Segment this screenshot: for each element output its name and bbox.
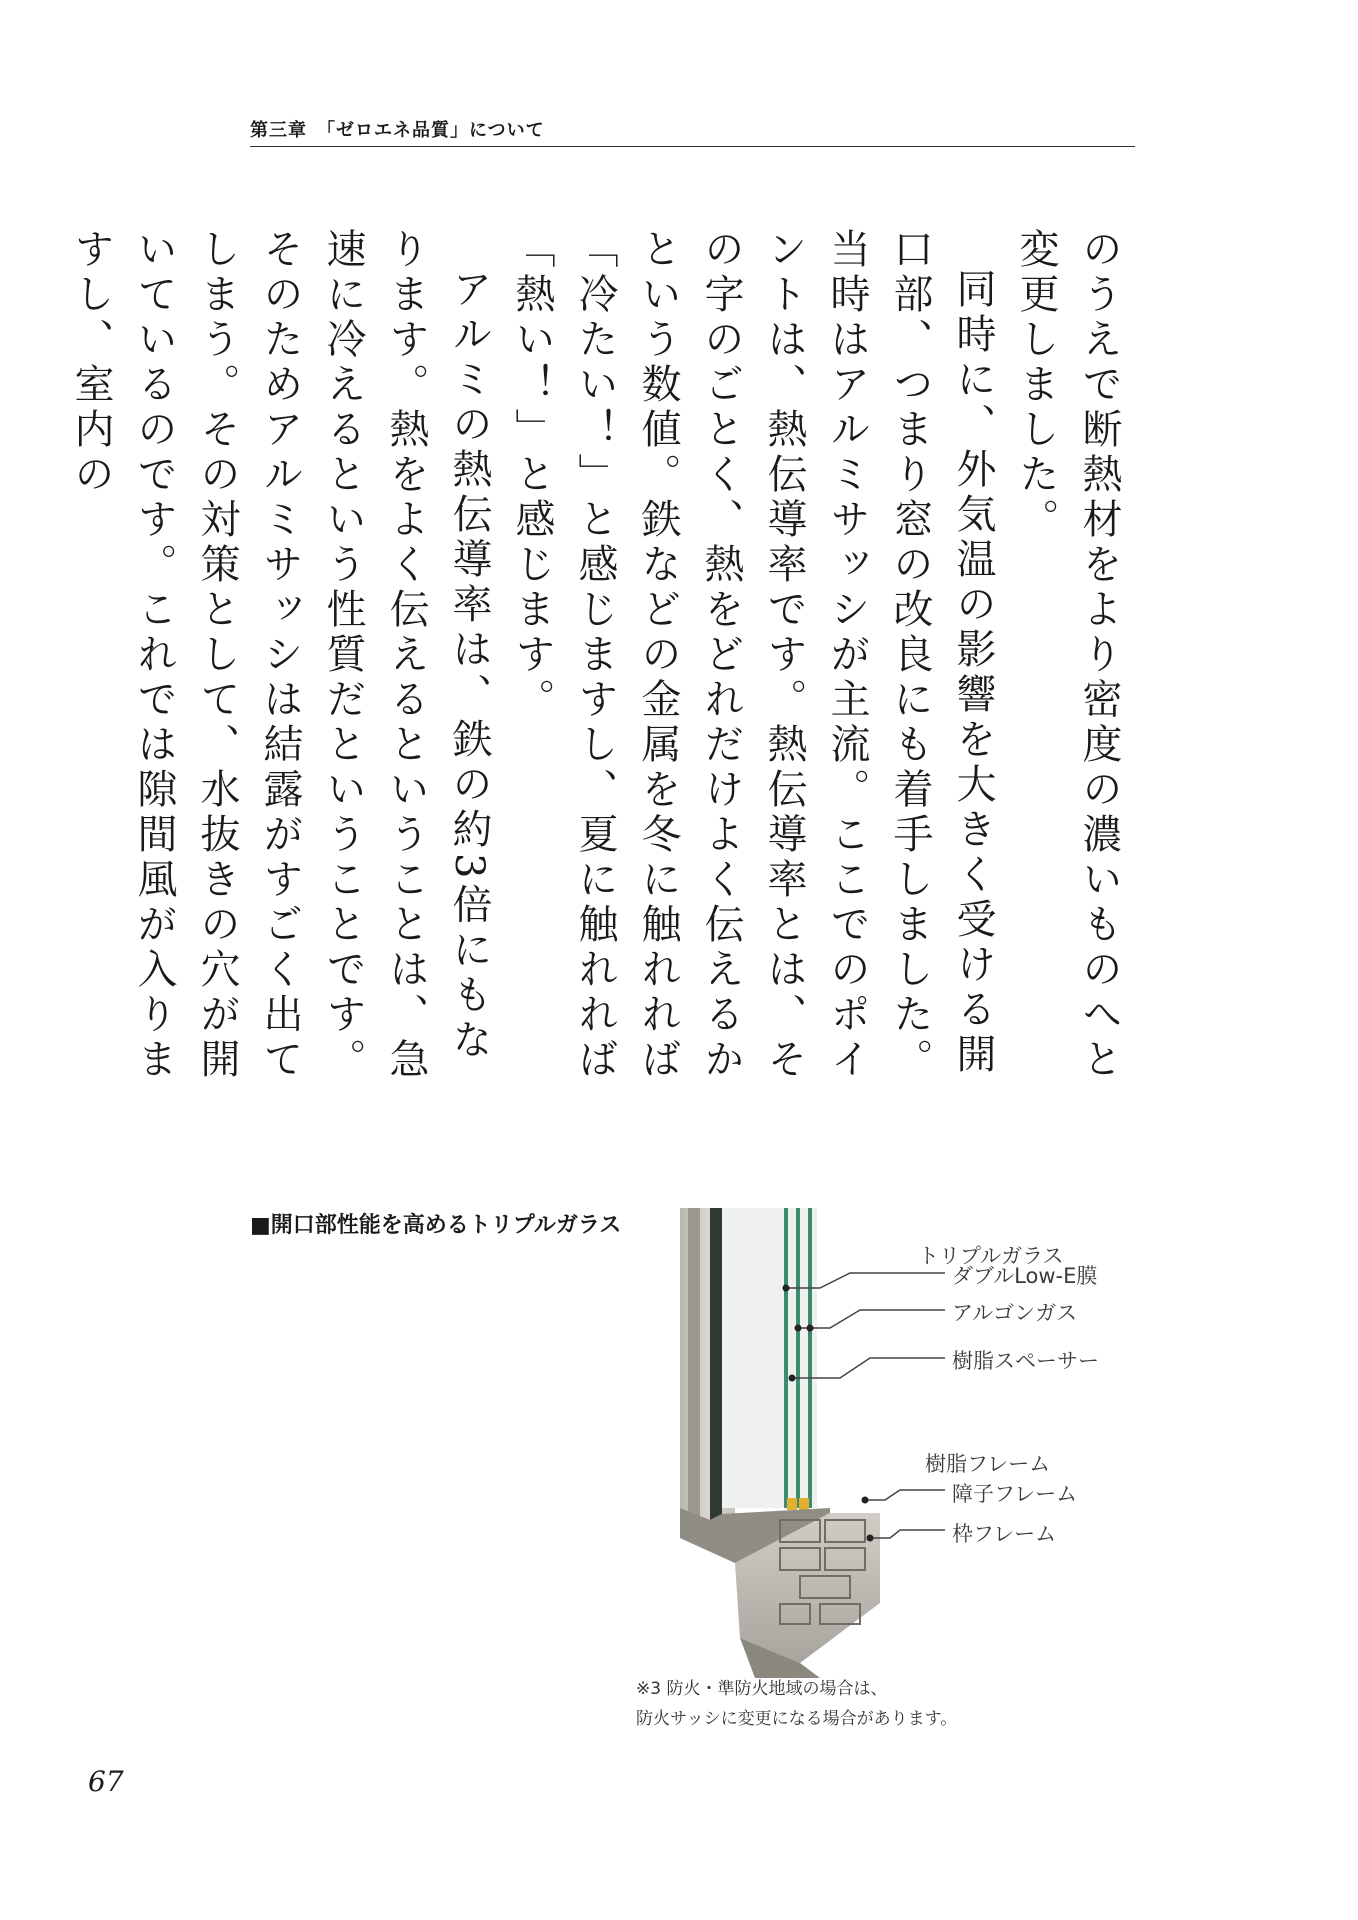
figure-note (636, 1674, 957, 1734)
label-argon-gas: アルゴンガス (952, 1301, 1078, 1325)
paragraph-1: のうえで断熱材をより密度の濃いものへと変更しました。 (1013, 228, 1122, 1083)
running-head: 第三章 「ゼロエネ品質」について (250, 120, 545, 141)
label-outer-frame: 枠フレーム (952, 1522, 1057, 1546)
body-text (68, 228, 1130, 1108)
paragraph-3: アルミの熱伝導率は、鉄の約3倍にもなります。熱をよく伝えるということは、急速に冷えるという性質だということです。そのためアルミサッシは結露がすごく出てしまう。その対策として、水抜きの穴が開いているのです。これでは隙間風が入りますし、室内の (68, 228, 492, 1083)
window-diagram (680, 1208, 1150, 1678)
figure-caption: ■開口部性能を高めるトリプルガラス (250, 1213, 622, 1238)
label-resin-frame: 樹脂フレーム (925, 1452, 1051, 1476)
figure-note-line-1: ※3 防火・準防火地域の場合は、 (636, 1679, 888, 1699)
label-sash-frame: 障子フレーム (952, 1482, 1078, 1506)
label-resin-spacer: 樹脂スペーサー (952, 1349, 1099, 1373)
label-triple-glass: トリプルガラス (918, 1244, 1064, 1268)
page-number: 67 (88, 1765, 124, 1798)
paragraph-2: 同時に、外気温の影響を大きく受ける開口部、つまり窓の改良にも着手しました。当時はアルミサッシが主流。ここでのポイントは、熱伝導率です。熱伝導率とは、その字のごとく、熱をどれだけよく伝えるかという数値。鉄などの金属を冬に触れれば「冷たい！」と感じますし、夏に触れれば「熱い！」と感じます。 (509, 228, 996, 1083)
header-rule (250, 146, 1135, 147)
label-double-lowe: ダブルLow-E膜 (952, 1264, 1098, 1288)
figure-note-line-2: 防火サッシに変更になる場合があります。 (636, 1709, 958, 1729)
